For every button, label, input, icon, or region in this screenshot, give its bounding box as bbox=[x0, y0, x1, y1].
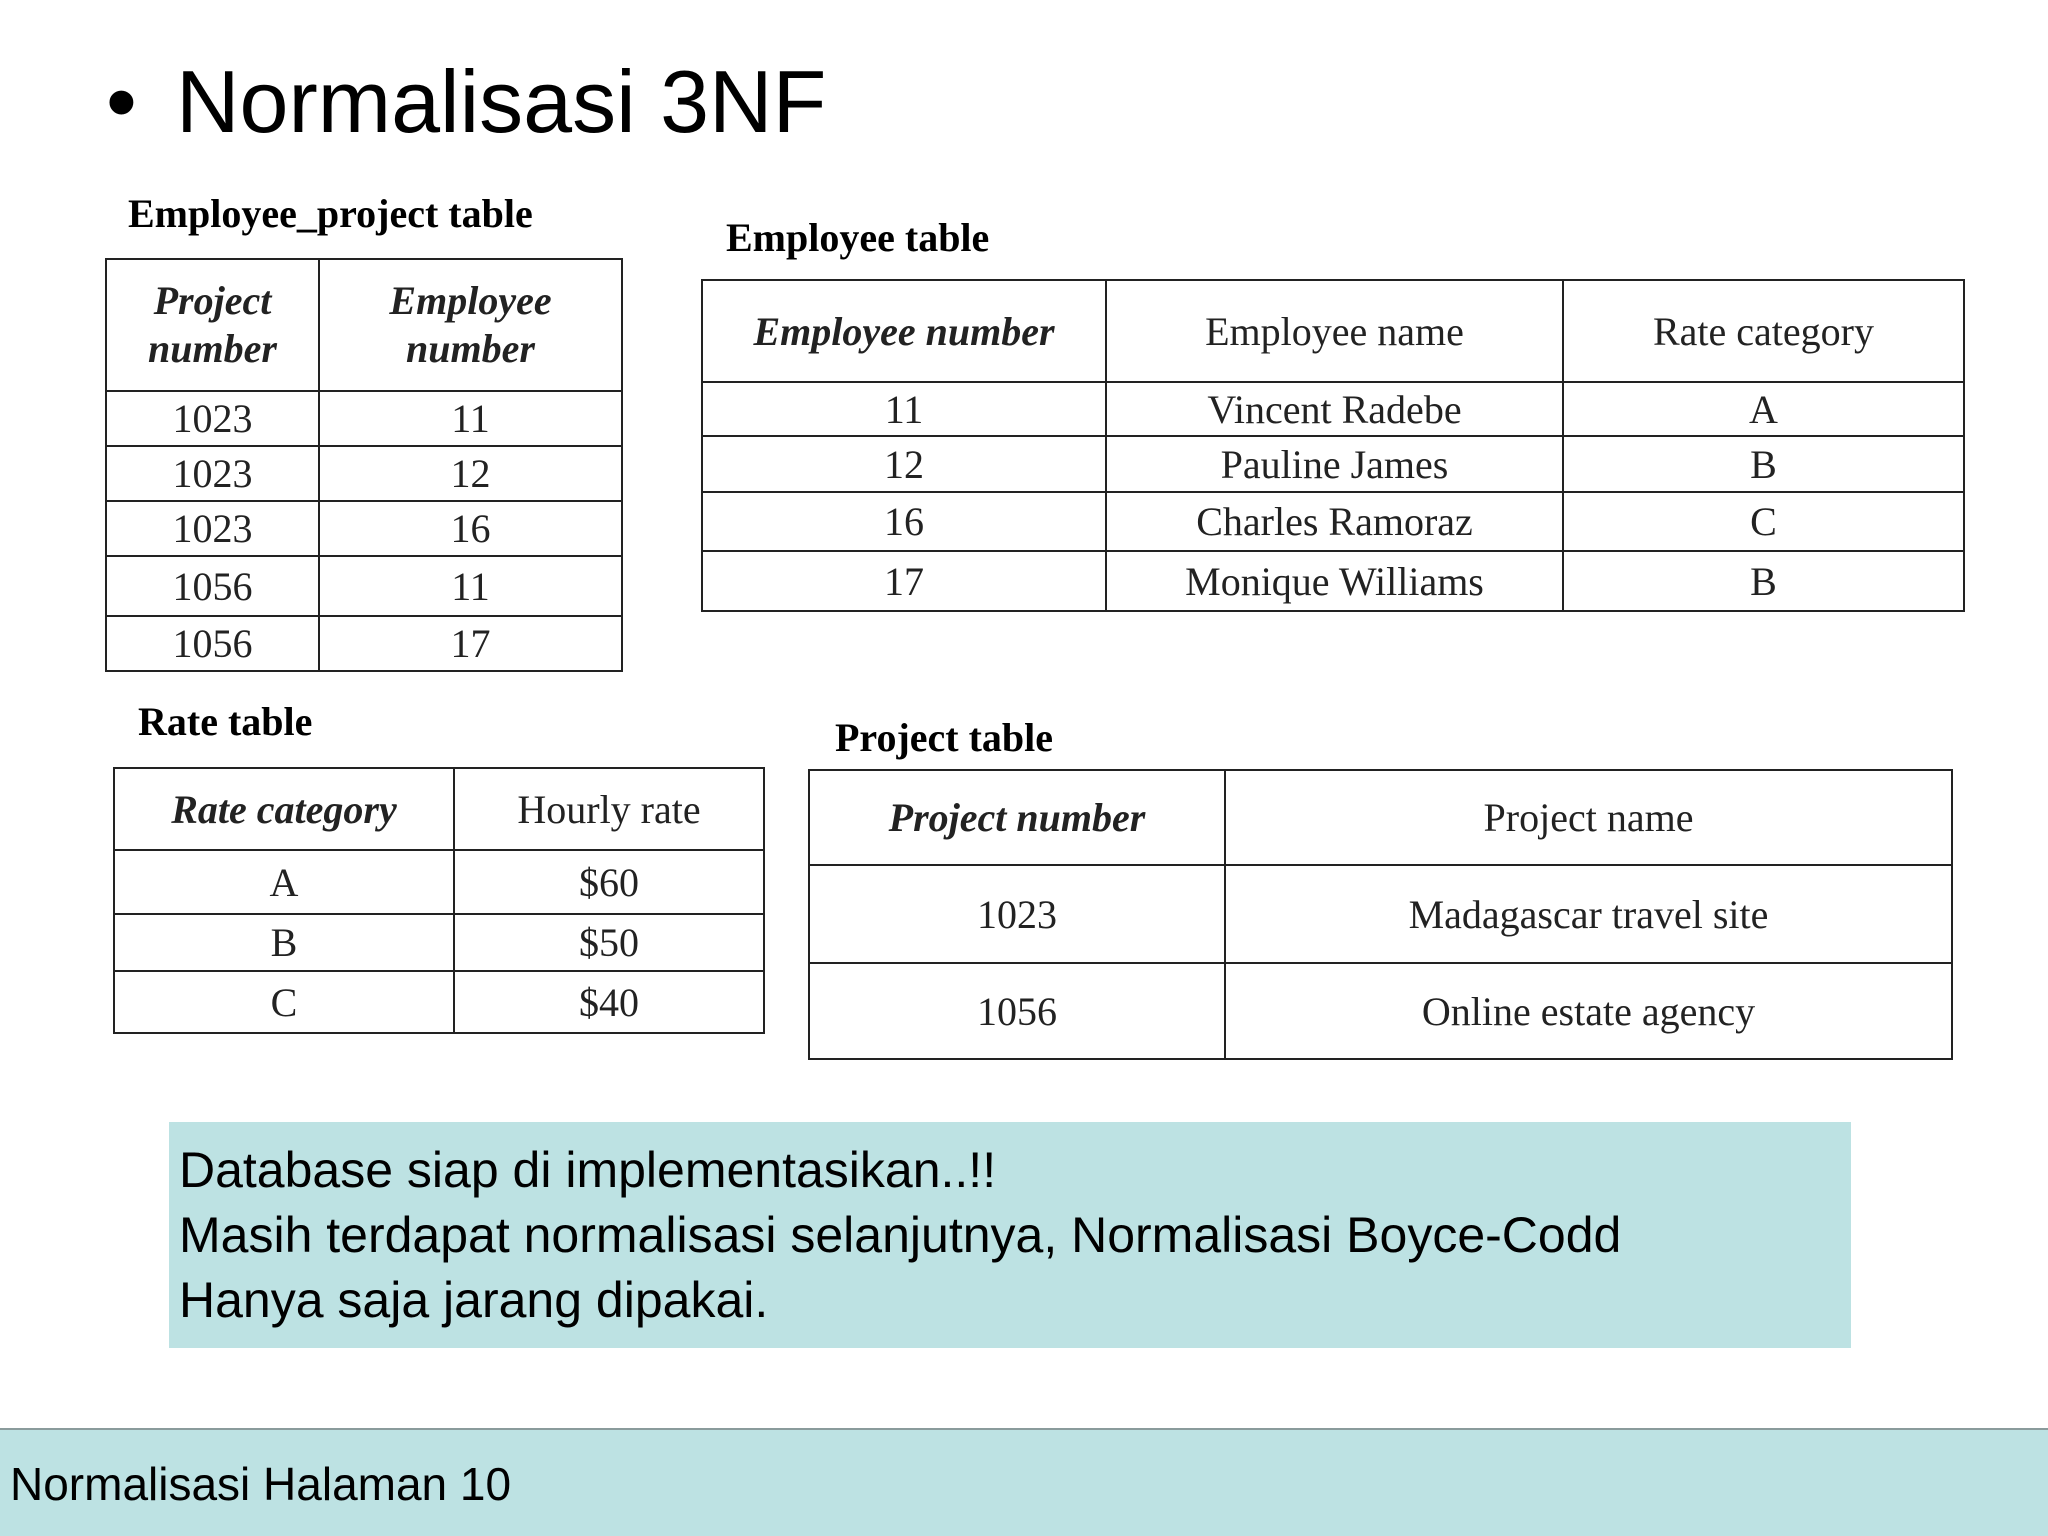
table-cell: 1056 bbox=[106, 556, 319, 616]
table-cell: Charles Ramoraz bbox=[1106, 492, 1563, 551]
project-table bbox=[808, 769, 1953, 1060]
table-cell: C bbox=[114, 971, 454, 1033]
table-row bbox=[702, 382, 1964, 436]
note-line: Masih terdapat normalisasi selanjutnya, Normalisasi Boyce-Codd bbox=[179, 1207, 1622, 1263]
table-cell: 16 bbox=[702, 492, 1106, 551]
table-cell: B bbox=[1563, 551, 1964, 611]
header-cell: Project number bbox=[106, 259, 319, 391]
table-cell: 11 bbox=[319, 556, 622, 616]
table-cell: 1023 bbox=[106, 446, 319, 501]
table-cell: 16 bbox=[319, 501, 622, 556]
footer-bar bbox=[0, 1428, 2048, 1536]
table-row bbox=[106, 501, 622, 556]
table-cell: 17 bbox=[319, 616, 622, 671]
table-cell: 17 bbox=[702, 551, 1106, 611]
employee-project-table-caption: Employee_project table bbox=[128, 191, 533, 236]
table-cell: 1023 bbox=[106, 501, 319, 556]
table-row bbox=[106, 391, 622, 446]
table-cell: Online estate agency bbox=[1225, 963, 1952, 1059]
slide-title bbox=[106, 52, 826, 152]
table-header-row bbox=[809, 770, 1952, 865]
table-cell: A bbox=[1563, 382, 1964, 436]
table-cell: Pauline James bbox=[1106, 436, 1563, 492]
title-text: Normalisasi 3NF bbox=[176, 52, 827, 151]
table-cell: C bbox=[1563, 492, 1964, 551]
table-cell: $60 bbox=[454, 850, 764, 914]
header-cell: Employee name bbox=[1106, 280, 1563, 382]
table-cell: 1056 bbox=[809, 963, 1225, 1059]
table-cell: 1056 bbox=[106, 616, 319, 671]
note-line: Hanya saja jarang dipakai. bbox=[179, 1272, 769, 1328]
header-cell: Employee number bbox=[319, 259, 622, 391]
header-cell: Rate category bbox=[114, 768, 454, 850]
table-row bbox=[702, 436, 1964, 492]
header-cell: Project number bbox=[809, 770, 1225, 865]
table-cell: B bbox=[1563, 436, 1964, 492]
table-row bbox=[106, 616, 622, 671]
header-cell: Rate category bbox=[1563, 280, 1964, 382]
table-row bbox=[106, 446, 622, 501]
table-cell: 1023 bbox=[809, 865, 1225, 963]
header-cell: Employee number bbox=[702, 280, 1106, 382]
table-cell: 12 bbox=[702, 436, 1106, 492]
table-cell: B bbox=[114, 914, 454, 971]
table-header-row bbox=[114, 768, 764, 850]
rate-table-caption: Rate table bbox=[138, 699, 313, 744]
title-bullet: • bbox=[106, 52, 137, 151]
table-cell: $50 bbox=[454, 914, 764, 971]
table-cell: 1023 bbox=[106, 391, 319, 446]
table-row bbox=[702, 551, 1964, 611]
table-row bbox=[702, 492, 1964, 551]
table-cell: 11 bbox=[319, 391, 622, 446]
table-cell: A bbox=[114, 850, 454, 914]
table-row bbox=[114, 914, 764, 971]
employee-table bbox=[701, 279, 1965, 612]
table-header-row bbox=[702, 280, 1964, 382]
table-row bbox=[114, 971, 764, 1033]
table-row bbox=[114, 850, 764, 914]
table-row bbox=[809, 963, 1952, 1059]
table-row bbox=[106, 556, 622, 616]
header-cell: Project name bbox=[1225, 770, 1952, 865]
rate-table bbox=[113, 767, 765, 1034]
note-box bbox=[169, 1122, 1851, 1348]
employee-table-caption: Employee table bbox=[726, 215, 990, 260]
table-row bbox=[809, 865, 1952, 963]
table-cell: Monique Williams bbox=[1106, 551, 1563, 611]
header-cell: Hourly rate bbox=[454, 768, 764, 850]
table-cell: $40 bbox=[454, 971, 764, 1033]
table-cell: 11 bbox=[702, 382, 1106, 436]
table-cell: 12 bbox=[319, 446, 622, 501]
table-cell: Vincent Radebe bbox=[1106, 382, 1563, 436]
note-line: Database siap di implementasikan..!! bbox=[179, 1142, 997, 1198]
footer-text: Normalisasi Halaman 10 bbox=[10, 1458, 512, 1510]
employee-project-table bbox=[105, 258, 623, 672]
table-cell: Madagascar travel site bbox=[1225, 865, 1952, 963]
table-header-row bbox=[106, 259, 622, 391]
project-table-caption: Project table bbox=[835, 715, 1054, 760]
